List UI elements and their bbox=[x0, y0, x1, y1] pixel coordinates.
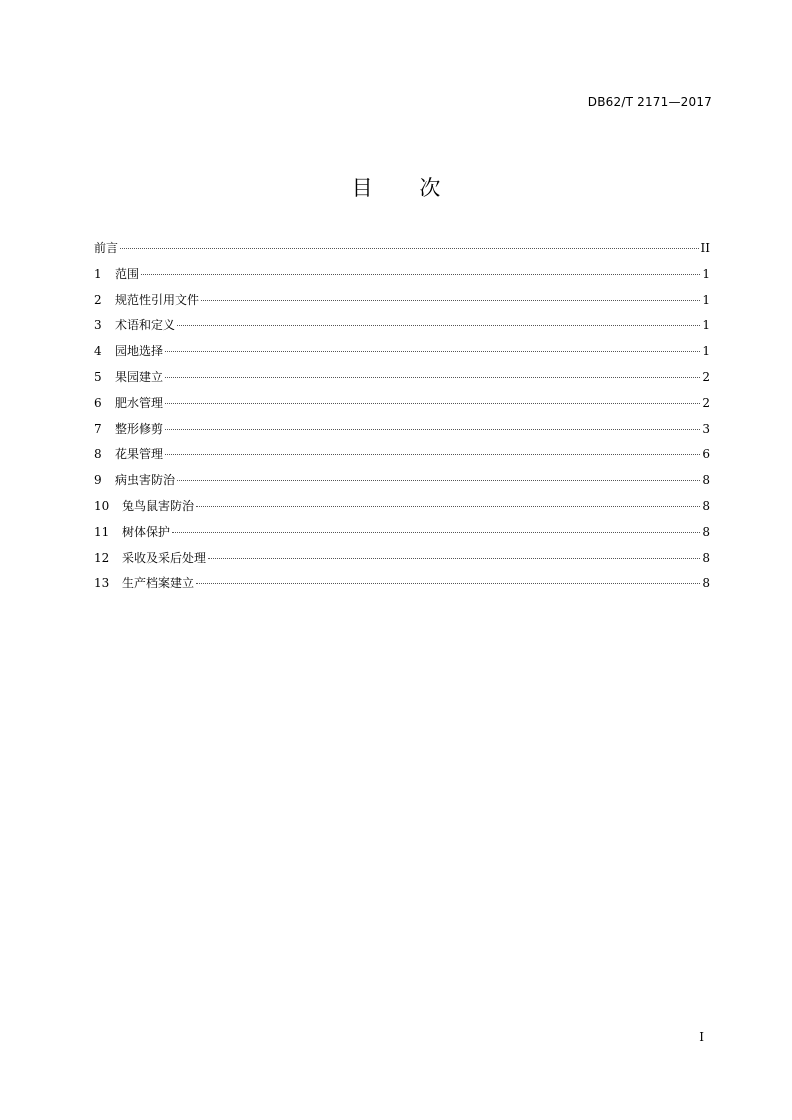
toc-dot-leader bbox=[120, 248, 699, 249]
toc-entry-page: 8 bbox=[702, 524, 710, 539]
toc-entry[interactable] bbox=[94, 548, 710, 574]
toc-entry-label: 规范性引用文件 bbox=[115, 292, 200, 307]
toc-entry-number: 8 bbox=[94, 447, 102, 462]
toc-entry-number: 1 bbox=[94, 266, 102, 281]
toc-dot-leader bbox=[165, 429, 700, 430]
toc-entry[interactable] bbox=[94, 367, 710, 393]
toc-entry-label: 兔鸟鼠害防治 bbox=[122, 498, 195, 513]
toc-dot-leader bbox=[208, 558, 700, 559]
toc-entry[interactable] bbox=[94, 496, 710, 522]
toc-dot-leader bbox=[201, 300, 700, 301]
toc-entry-label: 前言 bbox=[94, 241, 119, 255]
toc-entry[interactable] bbox=[94, 419, 710, 445]
toc-entry-number: 13 bbox=[94, 576, 110, 591]
toc-entry[interactable] bbox=[94, 522, 710, 548]
toc-entry-page: 8 bbox=[702, 550, 710, 565]
toc-entry[interactable] bbox=[94, 470, 710, 496]
toc-entry[interactable] bbox=[94, 573, 710, 599]
document-code: DB62/T 2171—2017 bbox=[587, 95, 712, 109]
toc-dot-leader bbox=[177, 325, 700, 326]
toc-dot-leader bbox=[196, 583, 700, 584]
toc-entry-page: 2 bbox=[702, 369, 710, 384]
toc-entry[interactable] bbox=[94, 341, 710, 367]
toc-entry-label: 整形修剪 bbox=[115, 421, 164, 436]
table-of-contents bbox=[94, 238, 710, 599]
toc-dot-leader bbox=[196, 506, 700, 507]
toc-entry-number: 3 bbox=[94, 318, 102, 333]
toc-dot-leader bbox=[165, 377, 700, 378]
toc-entry[interactable] bbox=[94, 238, 710, 264]
toc-entry-page: 8 bbox=[702, 576, 710, 591]
toc-entry-page: 1 bbox=[702, 266, 710, 281]
toc-entry-number: 7 bbox=[94, 421, 102, 436]
toc-entry[interactable] bbox=[94, 290, 710, 316]
toc-entry-label: 园地选择 bbox=[115, 344, 164, 359]
toc-entry-page: 6 bbox=[702, 447, 710, 462]
toc-entry-page: 1 bbox=[702, 292, 710, 307]
toc-entry[interactable] bbox=[94, 315, 710, 341]
toc-entry-number: 4 bbox=[94, 344, 102, 359]
toc-entry-label: 肥水管理 bbox=[115, 395, 164, 410]
toc-entry-label: 病虫害防治 bbox=[115, 473, 176, 488]
toc-entry-page: 3 bbox=[702, 421, 710, 436]
toc-entry-label: 花果管理 bbox=[115, 447, 164, 462]
toc-entry-number: 5 bbox=[94, 369, 102, 384]
toc-entry-label: 采收及采后处理 bbox=[122, 550, 207, 565]
toc-entry-label: 范围 bbox=[115, 266, 140, 281]
toc-entry-page: II bbox=[700, 241, 710, 255]
toc-entry[interactable] bbox=[94, 444, 710, 470]
toc-dot-leader bbox=[165, 403, 700, 404]
toc-entry-number: 12 bbox=[94, 550, 110, 565]
toc-entry-label: 术语和定义 bbox=[115, 318, 176, 333]
toc-entry[interactable] bbox=[94, 393, 710, 419]
toc-entry[interactable] bbox=[94, 264, 710, 290]
toc-entry-page: 1 bbox=[702, 318, 710, 333]
toc-entry-label: 树体保护 bbox=[122, 524, 171, 539]
page-number: I bbox=[699, 1030, 704, 1044]
toc-entry-number: 11 bbox=[94, 524, 110, 539]
toc-entry-page: 1 bbox=[702, 344, 710, 359]
toc-entry-label: 生产档案建立 bbox=[122, 576, 195, 591]
toc-dot-leader bbox=[172, 532, 700, 533]
toc-entry-number: 2 bbox=[94, 292, 102, 307]
toc-entry-number: 6 bbox=[94, 395, 102, 410]
toc-entry-number: 9 bbox=[94, 473, 102, 488]
toc-dot-leader bbox=[177, 480, 700, 481]
toc-entry-number: 10 bbox=[94, 498, 110, 513]
toc-dot-leader bbox=[165, 454, 700, 455]
toc-dot-leader bbox=[141, 274, 700, 275]
toc-entry-page: 8 bbox=[702, 473, 710, 488]
toc-entry-label: 果园建立 bbox=[115, 369, 164, 384]
toc-entry-page: 8 bbox=[702, 498, 710, 513]
page-title: 目 次 bbox=[351, 176, 441, 200]
toc-dot-leader bbox=[165, 351, 700, 352]
toc-entry-page: 2 bbox=[702, 395, 710, 410]
